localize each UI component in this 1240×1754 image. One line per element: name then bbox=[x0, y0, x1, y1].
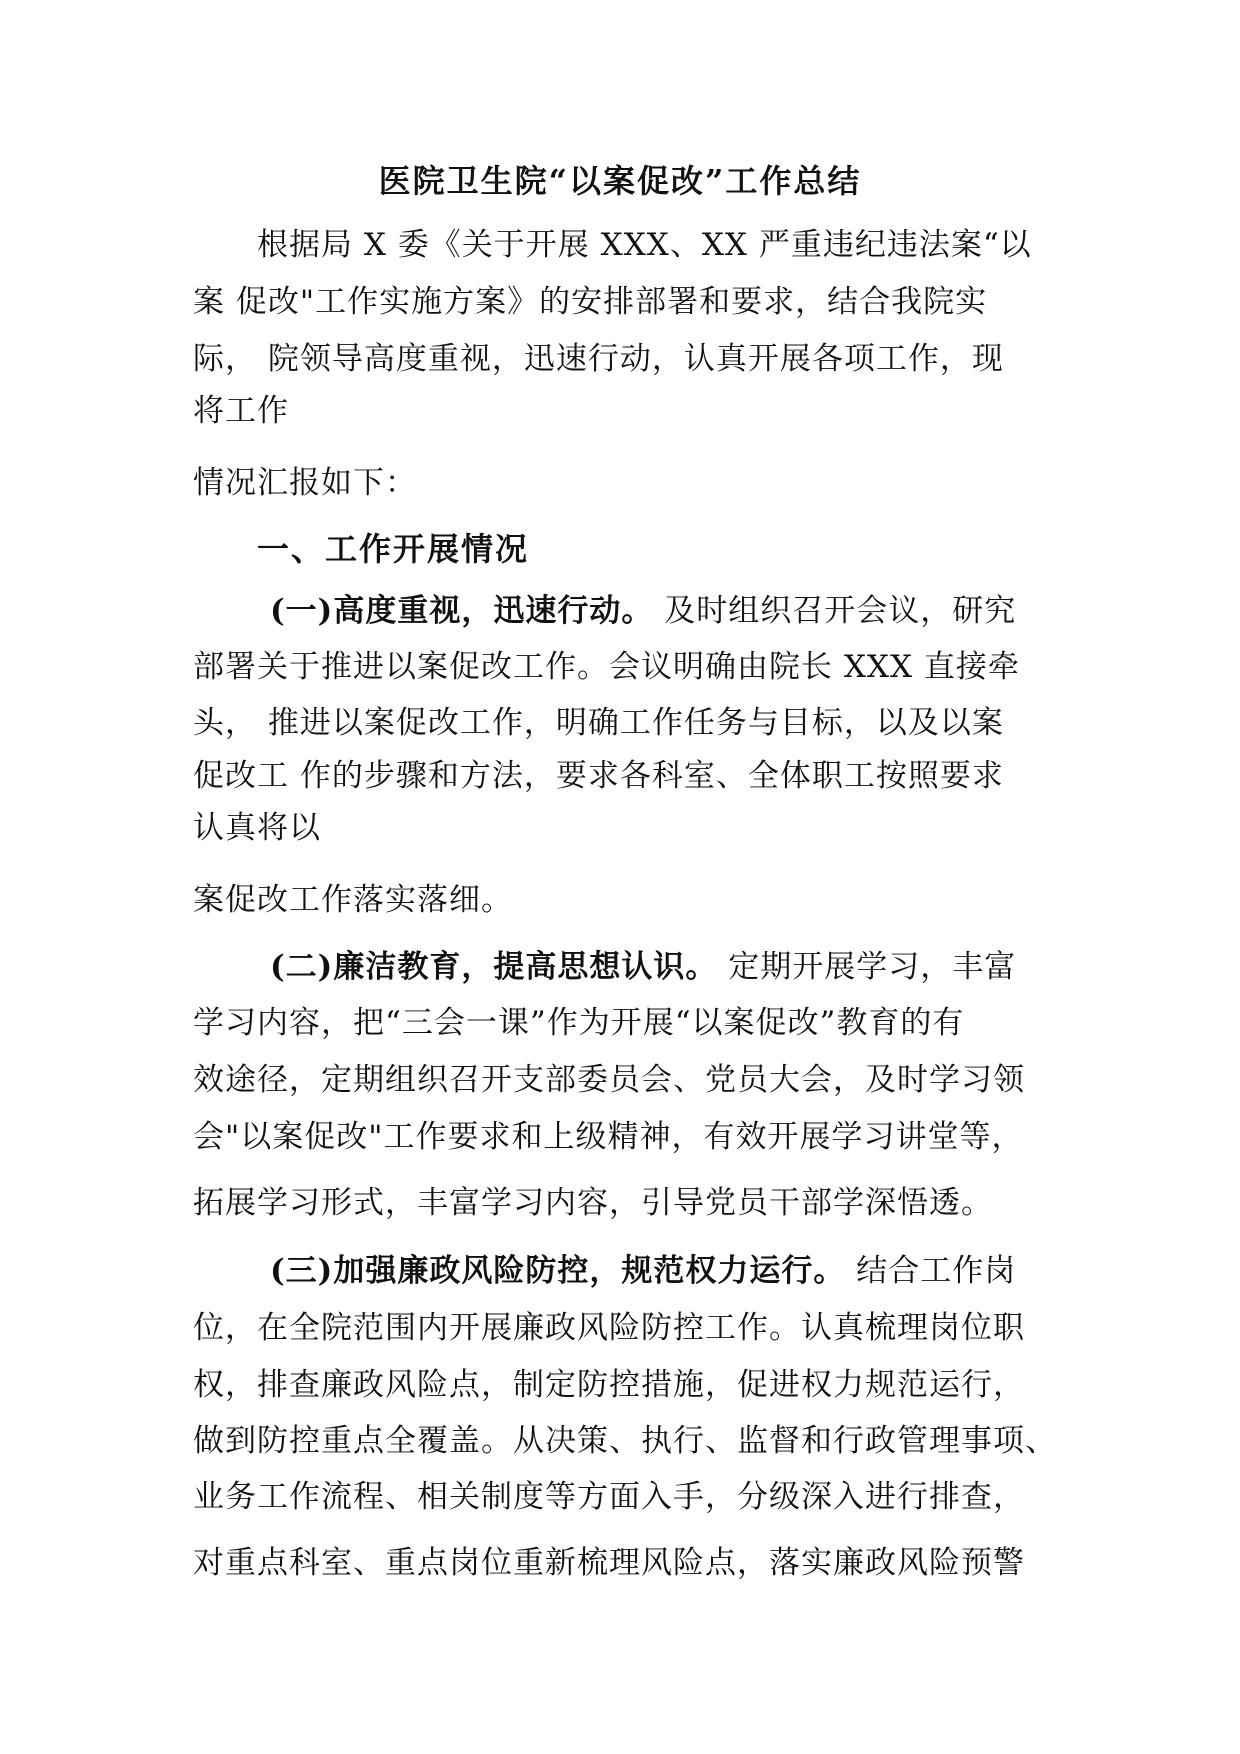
item2-first-line bbox=[270, 947, 1016, 987]
intro-line-5: 情况汇报如下： bbox=[193, 465, 417, 501]
item1-line-5: 认真将以 bbox=[193, 810, 321, 846]
section-heading: 一、工作开展情况 bbox=[257, 530, 530, 568]
item2-heading: (二)廉洁教育，提高思想认识。 bbox=[270, 949, 718, 985]
item3-first-line-text: 结合工作岗 bbox=[845, 1253, 1017, 1289]
item1-line-6: 案促改工作落实落细。 bbox=[193, 882, 513, 918]
item3-line-6: 对重点科室、重点岗位重新梳理风险点，落实廉政风险预警 bbox=[193, 1545, 1025, 1581]
item1-heading: (一)高度重视，迅速行动。 bbox=[270, 593, 654, 629]
item3-line-3: 权，排查廉政风险点，制定防控措施，促进权力规范运行， bbox=[193, 1367, 1025, 1403]
item2-line-2: 学习内容，把“三会一课”作为开展“以案促改”教育的有 bbox=[193, 1005, 965, 1041]
intro-line-2: 案 促改"工作实施方案》的安排部署和要求，结合我院实 bbox=[193, 284, 988, 320]
item2-line-4: 会"以案促改"工作要求和上级精神，有效开展学习讲堂等， bbox=[193, 1119, 1024, 1155]
item2-line-5: 拓展学习形式，丰富学习内容，引导党员干部学深悟透。 bbox=[193, 1185, 993, 1221]
item2-first-line-text: 定期开展学习，丰富 bbox=[717, 949, 1017, 985]
item1-line-2: 部署关于推进以案促改工作。会议明确由院长 XXX 直接牵 bbox=[193, 649, 1020, 685]
item1-line-4: 促改工 作的步骤和方法，要求各科室、全体职工按照要求 bbox=[193, 758, 1004, 794]
intro-line-4: 将工作 bbox=[193, 393, 289, 429]
intro-line-3: 际， 院领导高度重视，迅速行动，认真开展各项工作，现 bbox=[193, 341, 1004, 377]
item1-first-line-text: 及时组织召开会议，研究 bbox=[653, 593, 1017, 629]
document-title: 医院卫生院“以案促改”工作总结 bbox=[378, 162, 862, 200]
item3-heading: (三)加强廉政风险防控，规范权力运行。 bbox=[270, 1253, 846, 1289]
item2-line-3: 效途径，定期组织召开支部委员会、党员大会，及时学习领 bbox=[193, 1062, 1025, 1098]
item1-first-line bbox=[270, 591, 1016, 631]
item3-line-5: 业务工作流程、相关制度等方面入手，分级深入进行排查， bbox=[193, 1479, 1025, 1515]
item3-line-2: 位，在全院范围内开展廉政风险防控工作。认真梳理岗位职 bbox=[193, 1310, 1025, 1346]
intro-line-1: 根据局 X 委《关于开展 XXX、XX 严重违纪违法案“以 bbox=[257, 227, 1032, 263]
item3-first-line bbox=[270, 1251, 1016, 1291]
item1-line-3: 头， 推进以案促改工作，明确工作任务与目标，以及以案 bbox=[193, 705, 1004, 741]
item3-line-4: 做到防控重点全覆盖。从决策、执行、监督和行政管理事项、 bbox=[193, 1423, 1057, 1459]
